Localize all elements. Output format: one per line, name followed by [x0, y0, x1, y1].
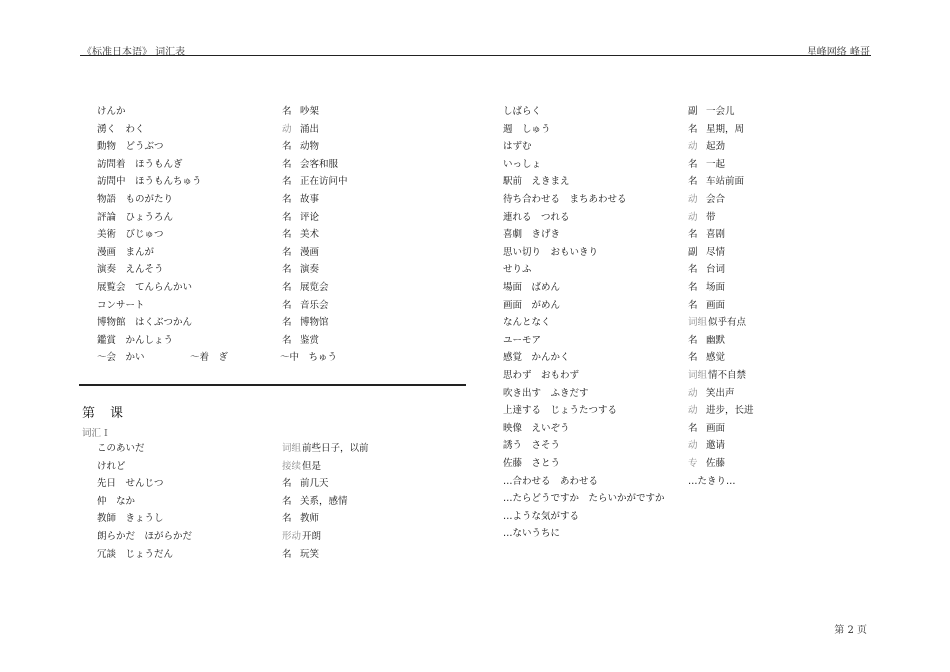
vocab-word: 連れる つれる	[503, 211, 570, 223]
vocab-word: 鑑賞 かんしょう	[97, 334, 174, 346]
vocab-meaning: 前些日子，以前	[302, 443, 369, 454]
vocab-row	[97, 297, 467, 314]
vocab-word: 漫画 まんが	[97, 246, 155, 258]
vocab-word: 映像 えいぞう	[503, 422, 570, 434]
vocab-row	[97, 173, 467, 190]
vocab-meaning: 画面	[706, 299, 726, 311]
vocab-meaning: 一会儿	[706, 106, 735, 117]
vocab-pos: 名	[688, 422, 698, 434]
vocab-row	[97, 261, 467, 278]
vocab-meaning: 美术	[300, 229, 320, 241]
vocab-row	[503, 455, 873, 472]
vocab-pos: 动	[688, 141, 698, 153]
vocab-meaning: 情不自禁	[708, 370, 747, 381]
vocab-pos: 动	[688, 405, 698, 417]
vocab-meaning: 起劲	[706, 141, 726, 153]
vocab-row	[503, 385, 873, 402]
vocab-word: 週 しゅう	[503, 123, 551, 135]
vocab-row	[503, 261, 873, 278]
lesson-title: 第 课	[82, 406, 125, 421]
vocab-meaning: 教师	[300, 513, 320, 525]
suffix-gi: ～着 ぎ	[190, 352, 229, 363]
vocab-word: 思い切り おもいきり	[503, 246, 599, 258]
vocab-word: 吹き出す ふきだす	[503, 387, 589, 399]
vocab-word: 喜劇 きげき	[503, 229, 561, 241]
vocab-pos: 名	[282, 264, 292, 276]
vocab-meaning: 进步，长进	[706, 405, 754, 417]
vocab-word: しばらく	[503, 106, 542, 117]
vocab-row	[97, 314, 467, 331]
vocab-meaning: 涌出	[300, 123, 320, 135]
vocab-pos: 名	[282, 176, 292, 188]
vocab-word: 湧く わく	[97, 123, 145, 135]
vocab-meaning: 音乐会	[300, 299, 329, 311]
vocab-pos: 名	[282, 141, 292, 153]
header-rule	[80, 55, 871, 56]
vocab-pos: 名	[282, 495, 292, 507]
vocab-meaning: 星期，周	[706, 123, 745, 135]
vocab-pos: 名	[282, 513, 292, 525]
vocab-meaning: 佐藤	[706, 458, 726, 469]
vocab-label: 词汇 I	[82, 428, 108, 439]
vocab-meaning: 吵架	[300, 106, 320, 117]
page-number: 第 2 页	[834, 625, 867, 636]
vocab-row	[503, 508, 873, 525]
vocab-word: いっしょ	[503, 158, 542, 170]
vocab-word: …ような気がする	[503, 510, 580, 522]
vocab-meaning: 评论	[300, 211, 320, 223]
vocab-row	[503, 349, 873, 366]
vocab-row	[503, 121, 873, 138]
vocab-word: …ないうちに	[503, 528, 561, 540]
vocab-row	[503, 473, 873, 490]
vocab-row	[97, 332, 467, 349]
vocab-word: 感覚 かんかく	[503, 352, 570, 364]
vocab-meaning: 邀请	[706, 440, 726, 452]
vocab-pos: 名	[688, 123, 698, 135]
suffix-chuu: ～中 ちゅう	[280, 352, 338, 363]
header-author: 星峰网络 峰哥	[806, 47, 870, 58]
vocab-pos: 专	[688, 458, 698, 469]
vocab-word: 教師 きょうし	[97, 513, 164, 525]
vocab-pos: 名	[282, 548, 292, 560]
vocab-pos: 名	[282, 299, 292, 311]
vocab-word: コンサート	[97, 299, 145, 311]
vocab-word: 朗らかだ ほがらかだ	[97, 531, 193, 542]
vocab-pos: 名	[282, 106, 292, 117]
vocab-meaning: 演奏	[300, 264, 320, 276]
vocab-word: 思わず おもわず	[503, 370, 580, 381]
suffix-row	[97, 349, 457, 366]
vocab-meaning: 玩笑	[300, 548, 320, 560]
vocab-pos: 名	[688, 352, 698, 364]
vocab-row	[97, 191, 467, 208]
vocab-row	[97, 226, 467, 243]
vocab-row	[503, 420, 873, 437]
vocab-meaning: 前几天	[300, 478, 329, 490]
vocab-word: 仲 なか	[97, 495, 136, 507]
vocab-pos: 名	[688, 176, 698, 188]
vocab-word: 上達する じょうたつする	[503, 405, 618, 417]
vocab-word: 駅前 えきまえ	[503, 176, 570, 188]
vocab-pos: 名	[282, 158, 292, 170]
vocab-pos: 动	[688, 211, 698, 223]
vocab-word: 演奏 えんそう	[97, 264, 164, 276]
vocab-meaning: 动物	[300, 141, 320, 153]
vocab-meaning: 场面	[706, 282, 726, 293]
vocab-pos: 词组	[688, 317, 708, 329]
vocab-row	[503, 332, 873, 349]
section-rule	[79, 384, 466, 386]
vocab-pos: 名	[688, 299, 698, 311]
vocab-word: はずむ	[503, 141, 532, 153]
vocab-pos: 动	[688, 387, 698, 399]
vocab-meaning: 车站前面	[706, 176, 745, 188]
vocab-meaning: 似乎有点	[708, 317, 747, 329]
vocab-row	[97, 440, 467, 457]
vocab-word: 先日 せんじつ	[97, 478, 164, 490]
vocab-row	[503, 173, 873, 190]
vocab-pos: 词组	[688, 370, 708, 381]
vocab-word: 場面 ばめん	[503, 282, 561, 293]
vocab-pos: 名	[282, 317, 292, 329]
vocab-row	[97, 244, 467, 261]
vocab-row	[503, 226, 873, 243]
vocab-row	[97, 510, 467, 527]
vocab-word: 誘う さそう	[503, 440, 561, 452]
vocab-meaning: 正在访问中	[300, 176, 348, 188]
vocab-row	[97, 156, 467, 173]
vocab-row	[503, 279, 873, 296]
vocab-row	[503, 297, 873, 314]
vocab-pos: 动	[688, 194, 698, 205]
vocab-pos: 名	[688, 264, 698, 276]
vocab-row	[503, 525, 873, 542]
vocab-meaning: 台词	[706, 264, 726, 276]
vocab-row	[503, 103, 873, 120]
vocab-meaning: 一起	[706, 158, 726, 170]
vocab-word: 動物 どうぶつ	[97, 141, 164, 153]
vocab-word: このあいだ	[97, 443, 145, 454]
vocab-meaning: 博物馆	[300, 317, 329, 329]
vocab-meaning: 会客和服	[300, 158, 339, 170]
vocab-row	[97, 493, 467, 510]
vocab-pos: 动	[688, 440, 698, 452]
vocab-word: 美術 びじゅつ	[97, 229, 164, 241]
vocab-word: けれど	[97, 460, 126, 472]
vocab-row	[97, 458, 467, 475]
vocab-row	[503, 402, 873, 419]
vocab-word: …合わせる あわせる	[503, 475, 599, 487]
vocab-meaning: 画面	[706, 422, 726, 434]
vocab-pos: 形动	[282, 531, 302, 542]
vocab-word: 訪問着 ほうもんぎ	[97, 158, 183, 170]
vocab-row	[97, 546, 467, 563]
vocab-word: 待ち合わせる まちあわせる	[503, 194, 627, 205]
vocab-meaning: 感觉	[706, 352, 726, 364]
vocab-pos: 名	[282, 282, 292, 293]
vocab-pos: 名	[688, 158, 698, 170]
vocab-pos: 名	[282, 194, 292, 205]
vocab-word: 冗談 じょうだん	[97, 548, 174, 560]
vocab-row	[97, 475, 467, 492]
vocab-pos: 名	[688, 334, 698, 346]
vocab-meaning: 故事	[300, 194, 320, 205]
vocab-word: 物語 ものがたり	[97, 194, 174, 205]
vocab-row	[503, 138, 873, 155]
vocab-pos: 名	[282, 229, 292, 241]
vocab-pos: 词组	[282, 443, 302, 454]
vocab-pos: …たきり…	[688, 475, 736, 487]
vocab-word: せりふ	[503, 264, 532, 276]
vocab-pos: 名	[282, 478, 292, 490]
vocab-pos: 动	[282, 123, 292, 135]
vocab-pos: 副	[688, 246, 698, 258]
vocab-meaning: 开朗	[302, 531, 322, 542]
vocab-row	[503, 156, 873, 173]
vocab-meaning: 漫画	[300, 246, 320, 258]
vocab-meaning: 但是	[302, 460, 322, 472]
vocab-meaning: 展览会	[300, 282, 329, 293]
vocab-row	[503, 314, 873, 331]
vocab-meaning: 带	[706, 211, 716, 223]
vocab-row	[97, 209, 467, 226]
header-title: 《标准日本语》 词汇表	[82, 47, 186, 58]
suffix-kai: ～会 かい	[97, 352, 145, 363]
vocab-row	[97, 103, 467, 120]
vocab-meaning: 喜剧	[706, 229, 726, 241]
vocab-row	[503, 367, 873, 384]
vocab-row	[97, 121, 467, 138]
vocab-pos: 名	[282, 211, 292, 223]
vocab-row	[97, 279, 467, 296]
vocab-meaning: 关系，感情	[300, 495, 348, 507]
vocab-pos: 接续	[282, 460, 302, 472]
vocab-word: なんとなく	[503, 317, 551, 329]
vocab-pos: 名	[282, 334, 292, 346]
vocab-word: ユーモア	[503, 334, 542, 346]
vocab-meaning: 尽情	[706, 246, 726, 258]
vocab-word: 評論 ひょうろん	[97, 211, 174, 223]
vocab-pos: 副	[688, 106, 698, 117]
vocab-row	[503, 244, 873, 261]
vocab-word: 画面 がめん	[503, 299, 561, 311]
vocab-word: けんか	[97, 106, 126, 117]
vocab-word: 佐藤 さとう	[503, 458, 561, 469]
vocab-row	[503, 209, 873, 226]
vocab-row	[97, 138, 467, 155]
vocab-word: 訪問中 ほうもんちゅう	[97, 176, 202, 188]
vocab-pos: 名	[282, 246, 292, 258]
vocab-row	[503, 490, 873, 507]
vocab-row	[503, 191, 873, 208]
vocab-row	[97, 528, 467, 545]
vocab-pos: 名	[688, 282, 698, 293]
vocab-row	[503, 437, 873, 454]
vocab-meaning: 鉴赏	[300, 334, 320, 346]
vocab-meaning: 幽默	[706, 334, 726, 346]
vocab-pos: 名	[688, 229, 698, 241]
vocab-meaning: 会合	[706, 194, 726, 205]
vocab-word: 展覧会 てんらんかい	[97, 282, 193, 293]
vocab-word: 博物館 はくぶつかん	[97, 317, 193, 329]
vocab-meaning: 笑出声	[706, 387, 735, 399]
vocab-word: …たらどうですか たらいかがですか	[503, 493, 665, 505]
